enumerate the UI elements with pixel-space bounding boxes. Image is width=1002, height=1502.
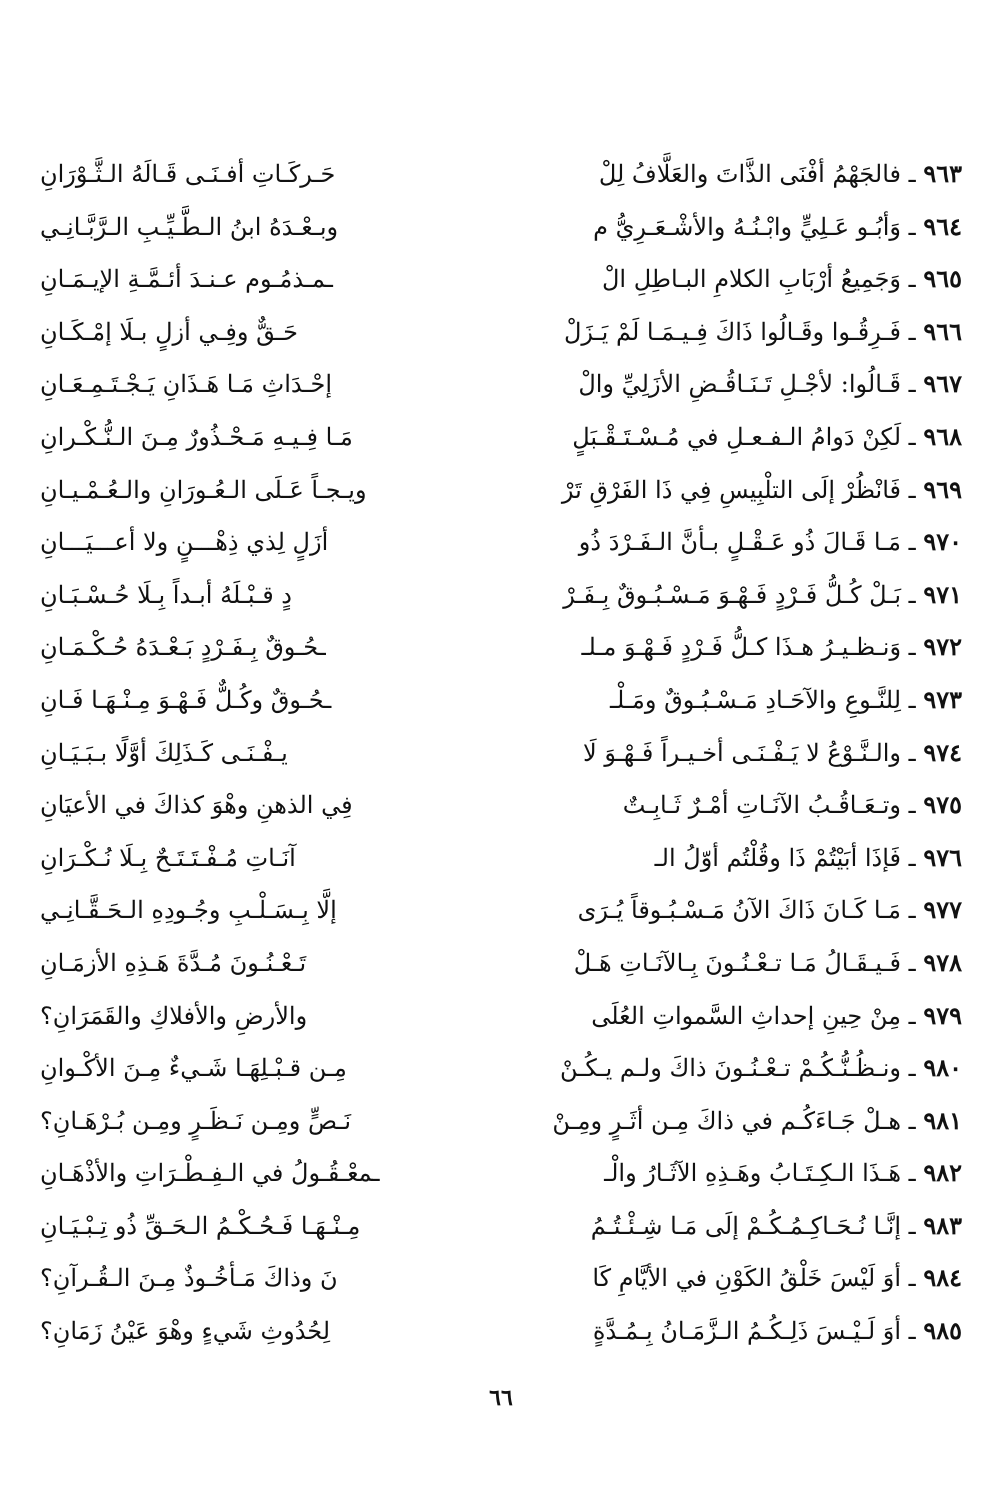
verse-line (40, 411, 962, 464)
verse-second-hemistich: ـمعْـقُـولُ في الـفِـطْـرَاتِ والأذْهَـانِ (40, 1159, 380, 1188)
page-number: ٦٦ (489, 1385, 513, 1411)
verse-first-text: ـ بَـلْ كُـلُّ فَـرْدٍ فَـهْـوَ مَـسْـبُـوقٌ بِـفَـرْ (563, 580, 916, 609)
verse-number: ٩٧٩ (923, 1000, 962, 1030)
verse-number: ٩٧٠ (923, 527, 962, 557)
verse-first-hemistich (507, 148, 962, 201)
verse-first-hemistich (507, 937, 962, 990)
verse-first-hemistich (507, 569, 962, 622)
verse-first-hemistich (507, 832, 962, 885)
verse-line (40, 148, 962, 201)
verse-number: ٩٨٣ (923, 1210, 962, 1240)
verse-first-hemistich (507, 674, 962, 727)
verse-number: ٩٨٥ (923, 1316, 962, 1346)
verse-first-text: ـ وَنـظـيـرُ هـذَا كـلُّ فَـرْدٍ فَـهْـوَ مـلـ (581, 633, 916, 662)
verse-second-hemistich: مِـن قـبْـلِهَـا شَـيءٌ مِـنَ الأكْـوانِ (40, 1054, 347, 1083)
verse-first-hemistich (507, 516, 962, 569)
verse-first-text: ـ وَجَمِيعُ أرْبَابِ الكلامِ البـاطِلِ الْ (601, 265, 916, 294)
verse-line (40, 832, 962, 885)
verse-second-hemistich: يـفْـنَـى كَـذَلِكَ أوَّلًا بـبَـيَـانِ (40, 738, 288, 767)
verse-first-hemistich (507, 1200, 962, 1253)
verse-first-hemistich (507, 411, 962, 464)
verse-number: ٩٦٥ (923, 264, 962, 294)
verse-number: ٩٦٧ (923, 369, 962, 399)
verse-first-text: ـ فَانْظُرْ إلَى التلْبِيسِ فِي ذَا الفَرْقِ تَرْ (561, 475, 916, 504)
verse-line (40, 464, 962, 517)
verse-line (40, 358, 962, 411)
verse-first-hemistich (507, 727, 962, 780)
verse-second-hemistich: ـحُـوقٌ بِـفَـرْدٍ بَـعْـدَهُ حُـكْـمَـانِ (40, 633, 326, 662)
verse-line (40, 990, 962, 1043)
verse-first-hemistich (507, 1252, 962, 1305)
verse-number: ٩٧٤ (923, 737, 962, 767)
verse-second-hemistich: فِي الذهنِ وهْوَ كذاكَ في الأعيَانِ (40, 791, 353, 820)
verse-line (40, 253, 962, 306)
verse-number: ٩٦٩ (923, 474, 962, 504)
verse-number: ٩٧٦ (923, 842, 962, 872)
verse-first-hemistich (507, 1042, 962, 1095)
verse-line (40, 779, 962, 832)
verse-first-text: ـ فَـرِقُـوا وقَـالُوا ذَاكَ فِـيـمَـا لَمْ يَـزَلْ (563, 317, 916, 346)
verse-first-text: ـ فَإذَا أبَيْتُمْ ذَا وقُلْتُم أوّلُ الـ (654, 843, 916, 872)
verse-second-hemistich: مِـنْـهَـا فَـحُـكْـمُ الـحَـقِّ ذُو تِـبْـيَـانِ (40, 1211, 361, 1240)
verse-first-hemistich (507, 884, 962, 937)
poem-verses (40, 148, 962, 1358)
verse-number: ٩٨٤ (923, 1263, 962, 1293)
verse-first-hemistich (507, 253, 962, 306)
verse-number: ٩٦٣ (923, 159, 962, 188)
verse-first-hemistich (507, 464, 962, 517)
verse-first-hemistich (507, 201, 962, 254)
verse-line (40, 727, 962, 780)
verse-first-text: ـ إنَّـا نُـحَـاكِـمُـكُـمْ إلَى مَـا شِـئْـتُـمُ (590, 1211, 916, 1240)
verse-number: ٩٦٨ (923, 421, 962, 451)
verse-second-hemistich: حَـقٌّ وفِـي أزلٍ بـلَا إمْـكَـانِ (40, 317, 298, 346)
verse-first-hemistich (507, 1305, 962, 1358)
verse-second-hemistich: ـمـذمُـوم عـنـدَ أئـمَّـةِ الإيـمَـانِ (40, 265, 333, 294)
verse-line (40, 1042, 962, 1095)
verse-second-hemistich: إحْـدَاثِ مَـا هَـذَانِ يَـجْـتَـمِـعَـانِ (40, 370, 333, 399)
verse-number: ٩٧٣ (923, 684, 962, 714)
verse-second-hemistich: وبـعْـدَهُ ابنُ الـطَّـيِّـبِ الـرَّبَّـانِـي (40, 212, 339, 241)
verse-second-hemistich: دٍ قـبْـلَهُ أبـداً بِـلَا حُـسْـبَـانِ (40, 580, 292, 609)
verse-first-hemistich (507, 1147, 962, 1200)
verse-second-hemistich: ويـجـاً عَـلَى الـعُـورَانِ والـعُـمْـيـانِ (40, 475, 367, 504)
verse-first-text: ـ لَكِنْ دَوامُ الـفـعـلِ في مُـسْـتَـقْـبَلٍ (572, 422, 916, 451)
verse-number: ٩٧٢ (923, 632, 962, 662)
verse-number: ٩٧٧ (923, 895, 962, 925)
verse-line (40, 569, 962, 622)
verse-first-text: ـ وتـعَـاقُـبُ الآنَـاتِ أمْـرٌ ثَـابِـتٌ (622, 791, 916, 820)
verse-first-text: ـ لِلنَّـوعِ والآحَـادِ مَـسْـبُـوقٌ ومَـلْـ (610, 685, 916, 714)
verse-line (40, 1252, 962, 1305)
verse-number: ٩٧٨ (923, 947, 962, 977)
verse-first-hemistich (507, 306, 962, 359)
verse-second-hemistich: آنَـاتِ مُـفْـتَـتَـحٌ بِـلَا نُـكْـرَانِ (40, 843, 296, 872)
verse-second-hemistich: حَـركَـاتِ أفـنَـى قَـالَهُ الـثَّـوْرَانِ (40, 160, 336, 188)
verse-line (40, 884, 962, 937)
verse-first-hemistich (507, 1095, 962, 1148)
verse-first-text: ـ والـنَّـوْعُ لا يَـفْـنَـى أخـيـراً فَـهْـوَ لَا (583, 738, 916, 767)
verse-first-hemistich (507, 779, 962, 832)
verse-first-hemistich (507, 990, 962, 1043)
verse-line (40, 937, 962, 990)
verse-line (40, 1200, 962, 1253)
verse-line (40, 201, 962, 254)
verse-line (40, 621, 962, 674)
verse-first-text: ـ ونـظُـنُّـكُـمْ تـعْـنُـونَ ذاكَ ولـم يـكُـنْ (560, 1054, 916, 1083)
verse-first-text: ـ فَـيـقَـالُ مَـا تـعْـنُـونَ بِـالآنَـاتِ هَـلْ (573, 948, 916, 977)
verse-line (40, 306, 962, 359)
verse-number: ٩٨٢ (923, 1158, 962, 1188)
verse-number: ٩٨٠ (923, 1053, 962, 1083)
verse-first-text: ـ أوَ لَـيْـسَ ذَلِـكُـمُ الـزَّمَـانُ بِـمُـدَّةٍ (592, 1317, 916, 1346)
verse-first-text: ـ مَـا كَـانَ ذَاكَ الآنُ مَـسْـبُـوقاً يُـرَى (577, 896, 916, 925)
verse-first-text: ـ أوَ لَيْسَ خَلْقُ الكَوْنِ في الأيَّامِ كَا (592, 1264, 916, 1293)
verse-second-hemistich: لِحُدُوثِ شَيءٍ وهْوَ عَيْنُ زَمَانِ؟ (40, 1317, 331, 1346)
verse-line (40, 1095, 962, 1148)
verse-first-text: ـ هـلْ جَـاءَكُـم في ذاكَ مِـن أثَـرٍ ومِـنْ (552, 1106, 916, 1135)
verse-first-hemistich (507, 358, 962, 411)
verse-number: ٩٦٦ (923, 316, 962, 346)
verse-line (40, 674, 962, 727)
verse-second-hemistich: نَـصٍّ ومِـن نَـظَـرٍ ومِـن بُـرْهَـانِ؟ (40, 1106, 352, 1135)
verse-number: ٩٨١ (923, 1105, 962, 1135)
verse-second-hemistich: نَ وذاكَ مَـأخُـوذٌ مِـنَ الـقُـرآنِ؟ (40, 1264, 338, 1293)
verse-first-text: ـ هَـذَا الـكِـتَـابُ وهَـذِهِ الآثَـارُ والْـ (604, 1159, 916, 1188)
verse-first-text: ـ فالجَهْمُ أفْنَى الذَّاتَ والعَلَّافُ لِلْ (598, 160, 916, 188)
verse-second-hemistich: ـحُـوقٌ وكُـلٌّ فَـهْـوَ مِـنْـهَـا فَـانِ (40, 685, 332, 714)
verse-line (40, 1305, 962, 1358)
verse-first-hemistich (507, 621, 962, 674)
verse-first-text: ـ قَـالُوا: لأجْـلِ تَـنَـاقُـضِ الأزَلِيِّ والْ (578, 370, 916, 399)
verse-first-text: ـ مِنْ حِينِ إحداثِ السَّمواتِ العُلَى (591, 1001, 916, 1030)
verse-line (40, 516, 962, 569)
verse-first-text: ـ وَأبُـو عَـلِيٍّ وابْـنُـهُ والأشْـعَـرِيُّ م (593, 212, 916, 241)
verse-second-hemistich: مَـا فِـيـهِ مَـحْـذُورٌ مِـنَ الـنُّـكْـرانِ (40, 422, 353, 451)
verse-second-hemistich: إلَّا بِـسَـلْـبِ وجُـودِهِ الـحَـقَّـانِـي (40, 896, 337, 925)
verse-number: ٩٧٥ (923, 790, 962, 820)
verse-number: ٩٧١ (923, 579, 962, 609)
verse-number: ٩٦٤ (923, 211, 962, 241)
verse-second-hemistich: تَـعْـنُـونَ مُـدَّةَ هَـذِهِ الأزمَـانِ (40, 948, 307, 977)
verse-line (40, 1147, 962, 1200)
verse-first-text: ـ مَـا قَـالَ ذُو عَـقْـلٍ بـأنَّ الـفَـرْدَ ذُو (578, 528, 916, 557)
verse-second-hemistich: أزَلٍ لِذي ذِهْـــنٍ ولا أعـــيَـــانِ (40, 528, 329, 557)
verse-second-hemistich: والأرضِ والأفلاكِ والقَمَرَانِ؟ (40, 1001, 308, 1030)
